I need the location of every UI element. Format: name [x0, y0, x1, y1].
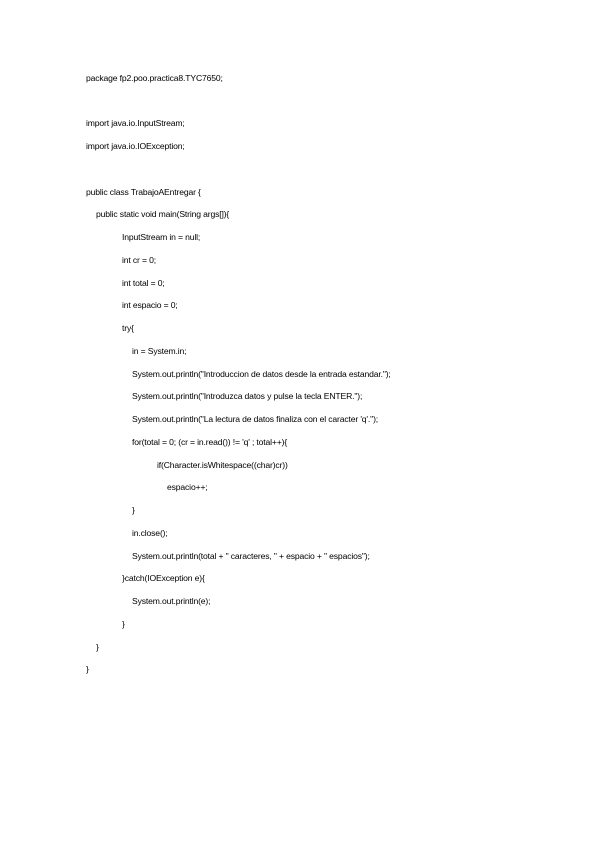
- code-line-in-assign: in = System.in;: [132, 346, 187, 356]
- code-line-try: try{: [122, 323, 134, 333]
- code-line-catch: }catch(IOException e){: [122, 573, 205, 583]
- code-line-import-inputstream: import java.io.InputStream;: [86, 118, 185, 128]
- code-line-if-whitespace: if(Character.isWhitespace((char)cr)): [157, 460, 288, 470]
- code-line-for-close: }: [132, 505, 135, 515]
- code-line-espacio-decl: int espacio = 0;: [122, 300, 178, 310]
- code-line-cr-decl: int cr = 0;: [122, 255, 156, 265]
- code-line-import-ioexception: import java.io.IOException;: [86, 141, 185, 151]
- code-line-println-intro: System.out.println("Introduccion de datos desde la entrada estandar.");: [132, 369, 391, 379]
- code-line-class-declaration: public class TrabajoAEntregar {: [86, 187, 201, 197]
- code-line-total-decl: int total = 0;: [122, 278, 165, 288]
- code-line-inputstream-decl: InputStream in = null;: [122, 232, 201, 242]
- code-line-println-finish: System.out.println("La lectura de datos finaliza con el caracter 'q'.");: [132, 414, 379, 424]
- code-line-method-close: }: [96, 642, 99, 652]
- code-line-println-result: System.out.println(total + " caracteres, " + espacio + " espacios");: [132, 551, 370, 561]
- code-line-package: package fp2.poo.practica8.TYC7650;: [86, 73, 223, 83]
- code-line-main-method: public static void main(String args[]){: [96, 209, 230, 219]
- code-line-println-exception: System.out.println(e);: [132, 596, 211, 606]
- code-line-catch-close: }: [122, 619, 125, 629]
- code-line-class-close: }: [86, 664, 89, 674]
- code-line-println-enter: System.out.println("Introduzca datos y pulse la tecla ENTER.");: [132, 391, 363, 401]
- code-line-for-loop: for(total = 0; (cr = in.read()) != 'q' ; total++){: [132, 437, 288, 447]
- code-line-espacio-increment: espacio++;: [167, 482, 208, 492]
- code-line-in-close: in.close();: [132, 528, 168, 538]
